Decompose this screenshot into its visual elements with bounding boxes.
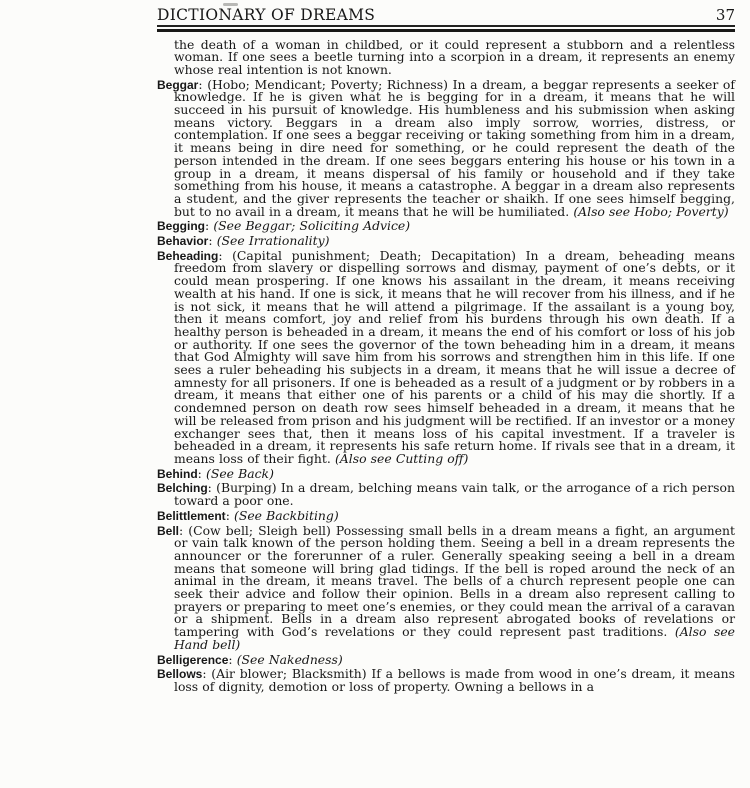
entry-text: (Burping) In a dream, belching means vain talk, or the arrogance of a rich person toward a poor one. xyxy=(174,480,735,509)
cross-reference: (See Backbiting) xyxy=(234,507,339,523)
entry-colon: : xyxy=(202,666,212,682)
entry-term: Begging xyxy=(157,219,205,234)
entry-term: Behavior xyxy=(157,234,209,249)
entry-text: (Capital punishment; Death; Decapitation) In a dream, beheading means freedom from slavery or dispelling sorrows and dismay, payment of one’s debts, or it could mean prospering. If one knows his assailant in the dream, it means receiving wealth at his hand. If one is sick, it means that he will recover from his illness, and if he is not sick, it means that he will attend a pilgrimage. If the assailant is a young boy, then it means comfort, joy and relief from his burdens through his own death. If a healthy person is beheaded in a dream, it means the end of his comfort or loss of his job or authority. If one sees the governor of the town beheading him in a dream, it means that God Almighty will save him from his sorrows and strengthen him in this life. If one sees a ruler beheading his subjects in a dream, it means that he will issue a decree of amnesty for all prisoners. If one is beheaded as a result of a judgment or by robbers in a dream, it means that either one of his parents or a child of his may die shortly. If a condemned person on death row sees himself beheaded in a dream, it means that he will be released from prison and his judgment will be rectified. If an investor or a money exchanger sees that, then it means loss of his capital investment. If a traveler is beheaded in a dream, it represents his safe return home. If rivals see that in a dream, it means loss of their fight. xyxy=(174,247,735,466)
dictionary-entry xyxy=(157,247,735,466)
entry-text: (Air blower; Blacksmith) If a bellows is made from wood in one’s dream, it means loss of dignity, demotion or loss of property. Owning a bellows in a xyxy=(174,666,735,694)
entry-term: Belittlement xyxy=(157,508,226,523)
entries xyxy=(157,36,735,694)
cross-reference: (See Nakedness) xyxy=(236,651,343,667)
dictionary-entry xyxy=(157,465,735,481)
page-content xyxy=(157,6,735,696)
cross-reference: (See Irrationality) xyxy=(216,233,330,249)
entry-term: Belligerence xyxy=(157,652,229,667)
entry-colon: : xyxy=(208,233,217,249)
entry-text: (Hobo; Mendicant; Poverty; Richness) In a dream, a beggar represents a seeker of knowledge. If he is given what he is begging for in a dream, it means that he will succeed in his pursuit of knowledge. His humbleness and his submission when asking means victory. Beggars in a dream also imply sorrow, worries, distress, or contemplation. If one sees a beggar receiving or taking something from him in a dream, it means being in dire need for something, or he could represent the death of the person intended in the dream. If one sees beggars entering his house or his town in a group in a dream, it means dispersal of his family or household and if they take something from his house, it means a catastrophe. A beggar in a dream also represents a student, and the giver represents the teacher or shaikh. If one sees himself begging, but to no avail in a dream, it means that he will be humiliated. xyxy=(174,76,735,219)
entry-colon: : xyxy=(218,247,233,263)
running-title: DICTIONARY OF DREAMS xyxy=(157,6,376,24)
dictionary-entry xyxy=(157,507,735,523)
dictionary-entry xyxy=(157,522,735,652)
entry-term: Belching xyxy=(157,481,208,496)
entry-term: Behind xyxy=(157,466,198,481)
entry-colon: : xyxy=(197,465,206,481)
page-header xyxy=(157,6,735,24)
dictionary-entry xyxy=(157,482,735,507)
entry-term: Bellows xyxy=(157,667,203,682)
entry-colon: : xyxy=(228,651,237,667)
dictionary-entry xyxy=(157,76,735,219)
dictionary-entry xyxy=(157,235,735,248)
cross-reference: (Also see Hand bell) xyxy=(174,624,735,652)
entry-colon: : xyxy=(198,76,208,92)
entry-term: Bell xyxy=(157,523,180,538)
entry-colon: : xyxy=(205,218,214,234)
cross-reference: (See Back) xyxy=(206,465,274,481)
entry-text: the death of a woman in childbed, or it could represent a stubborn and a relentless woman. If one sees a beetle turning into a scorpion in a dream, it represents an enemy whose real intention is not known. xyxy=(174,36,735,77)
entry-text: (Cow bell; Sleigh bell) Possessing small bells in a dream means a fight, an argument or vain talk known of the person holding them. Seeing a bell in a dream represents the announcer or the forerunner of a ruler. Generally speaking seeing a bell in a dream means that someone will bring glad tidings. If the bell is roped around the neck of an animal in the dream, it means travel. The bells of a church represent people one can seek their advice and follow their opinion. Bells in a dream also represent calling to prayers or preparing to meet one’s enemies, or they could mean the arrival of a caravan or a shipment. Bells in a dream also represent abrogated books of revelations or tampering with God’s revelations or they could represent past traditions. xyxy=(174,522,735,640)
entry-term: Beheading xyxy=(157,248,219,263)
dictionary-entry xyxy=(157,651,735,667)
dictionary-entry xyxy=(157,668,735,693)
header-rule-thick xyxy=(157,29,735,32)
dictionary-entry xyxy=(157,220,735,233)
entry-term: Beggar xyxy=(157,77,199,92)
entry-colon: : xyxy=(179,522,189,538)
entry-colon: : xyxy=(225,507,235,523)
page-number: 37 xyxy=(715,6,735,24)
cross-reference: (Also see Cutting off) xyxy=(334,451,469,466)
header-rule-thin xyxy=(157,25,735,27)
cross-reference: (See Beggar; Soliciting Advice) xyxy=(213,218,411,234)
cross-reference: (Also see Hobo; Poverty) xyxy=(573,203,729,219)
continuation-paragraph xyxy=(157,36,735,77)
entry-colon: : xyxy=(207,480,217,496)
